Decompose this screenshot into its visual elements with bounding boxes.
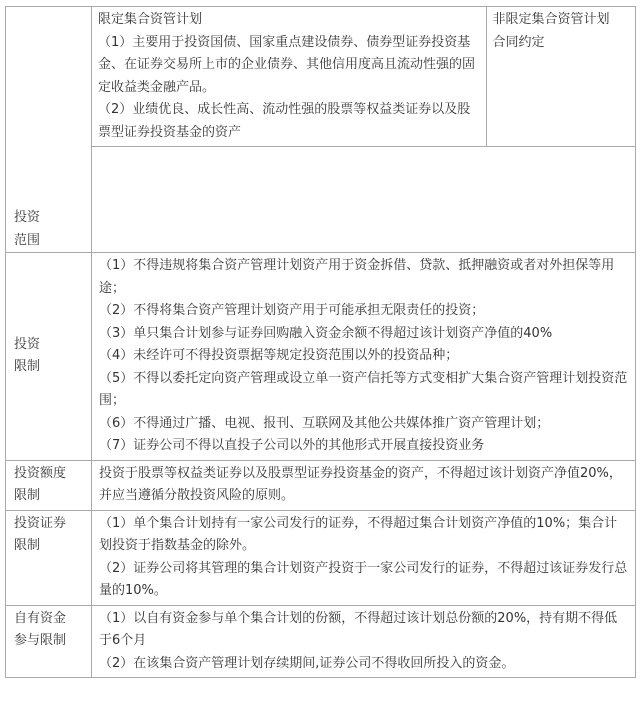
label-line: 限制 — [14, 538, 41, 553]
own-funds-limits-content — [92, 605, 636, 678]
limit-item: （6）不得通过广播、电视、报刊、互联网及其他公共媒体推广资产管理计划； — [99, 415, 550, 431]
limit-item: （3）单只集合计划参与证券回购融入资金余额不得超过该计划资产净值的40% — [99, 325, 553, 341]
row-securities-limits — [6, 510, 636, 605]
label-investment-quota — [6, 460, 92, 510]
limit-item: （2）不得将集合资产管理计划资产用于可能承担无限责任的投资； — [99, 303, 485, 318]
quota-text: 投资于股票等权益类证券以及股票型证券投资基金的资产，不得超过该计划资产净值20%，并应当遵循分散投资风险的原则。 — [99, 465, 622, 503]
label-securities-limits — [6, 510, 92, 605]
investment-quota-content — [92, 460, 636, 510]
row-investment-scope — [6, 7, 636, 253]
row-investment-limits — [6, 253, 636, 461]
own-funds-item: （1）以自有资金参与单个集合计划的份额，不得超过该计划总份额的20%，持有期不得低于6个月 — [99, 610, 618, 648]
limit-item: （1）不得违规将集合资产管理计划资产用于资金拆借、贷款、抵押融资或者对外担保等用途； — [99, 258, 615, 296]
scope-blank-row — [92, 147, 636, 224]
row-own-funds-limits — [6, 605, 636, 678]
restricted-plan-item: （1）主要用于投资国债、国家重点建设债券、债券型证券投资基金、在证券交易所上市的企业债券、其他信用度高且流动性强的固定收益类金融产品。 — [98, 34, 476, 95]
label-line: 限制 — [14, 488, 41, 503]
scope-plan-types-row — [92, 7, 636, 147]
label-investment-limits — [6, 253, 92, 461]
limit-item: （7）证券公司不得以直投子公司以外的其他形式开展直接投资业务 — [99, 438, 485, 453]
scope-inner-table — [92, 7, 636, 223]
label-line: 投资 — [14, 210, 41, 225]
securities-limits-content — [92, 510, 636, 605]
label-investment-scope — [6, 7, 92, 253]
unrestricted-plan-title: 非限定集合资管计划 — [492, 12, 610, 27]
restricted-plan-item: （2）业绩优良、成长性高、流动性强的股票等权益类证券以及股票型证券投资基金的资产 — [98, 102, 471, 140]
label-line: 参与限制 — [14, 633, 67, 648]
blank-cell — [92, 147, 636, 224]
label-line: 范围 — [14, 233, 41, 248]
label-line: 自有资金 — [14, 610, 67, 626]
limit-item: （4）未经许可不得投资票据等规定投资范围以外的投资品种； — [99, 348, 459, 363]
investment-limits-content — [92, 253, 636, 461]
label-line: 投资额度 — [14, 465, 67, 481]
securities-item: （2）证券公司将其管理的集合计划资产投资于一家公司发行的证券，不得超过该证券发行总量的10%。 — [99, 560, 628, 598]
asset-management-rules-table — [5, 6, 636, 678]
unrestricted-plan-cell — [486, 7, 636, 147]
restricted-plan-title: 限定集合资管计划 — [98, 12, 203, 27]
row-investment-quota — [6, 460, 636, 510]
securities-item: （1）单个集合计划持有一家公司发行的证券，不得超过集合计划资产净值的10%；集合计划投资于指数基金的除外。 — [99, 515, 618, 553]
limit-item: （5）不得以委托定向资产管理或设立单一资产信托等方式变相扩大集合资产管理计划投资范围； — [99, 370, 628, 408]
label-line: 投资证券 — [14, 515, 67, 531]
unrestricted-plan-content: 合同约定 — [492, 34, 545, 50]
restricted-plan-cell — [92, 7, 486, 147]
scope-content-cell — [92, 7, 636, 253]
label-line: 投资 — [14, 336, 41, 352]
own-funds-item: （2）在该集合资产管理计划存续期间,证券公司不得收回所投入的资金。 — [99, 655, 515, 671]
label-own-funds-limits — [6, 605, 92, 678]
label-line: 限制 — [14, 359, 41, 375]
